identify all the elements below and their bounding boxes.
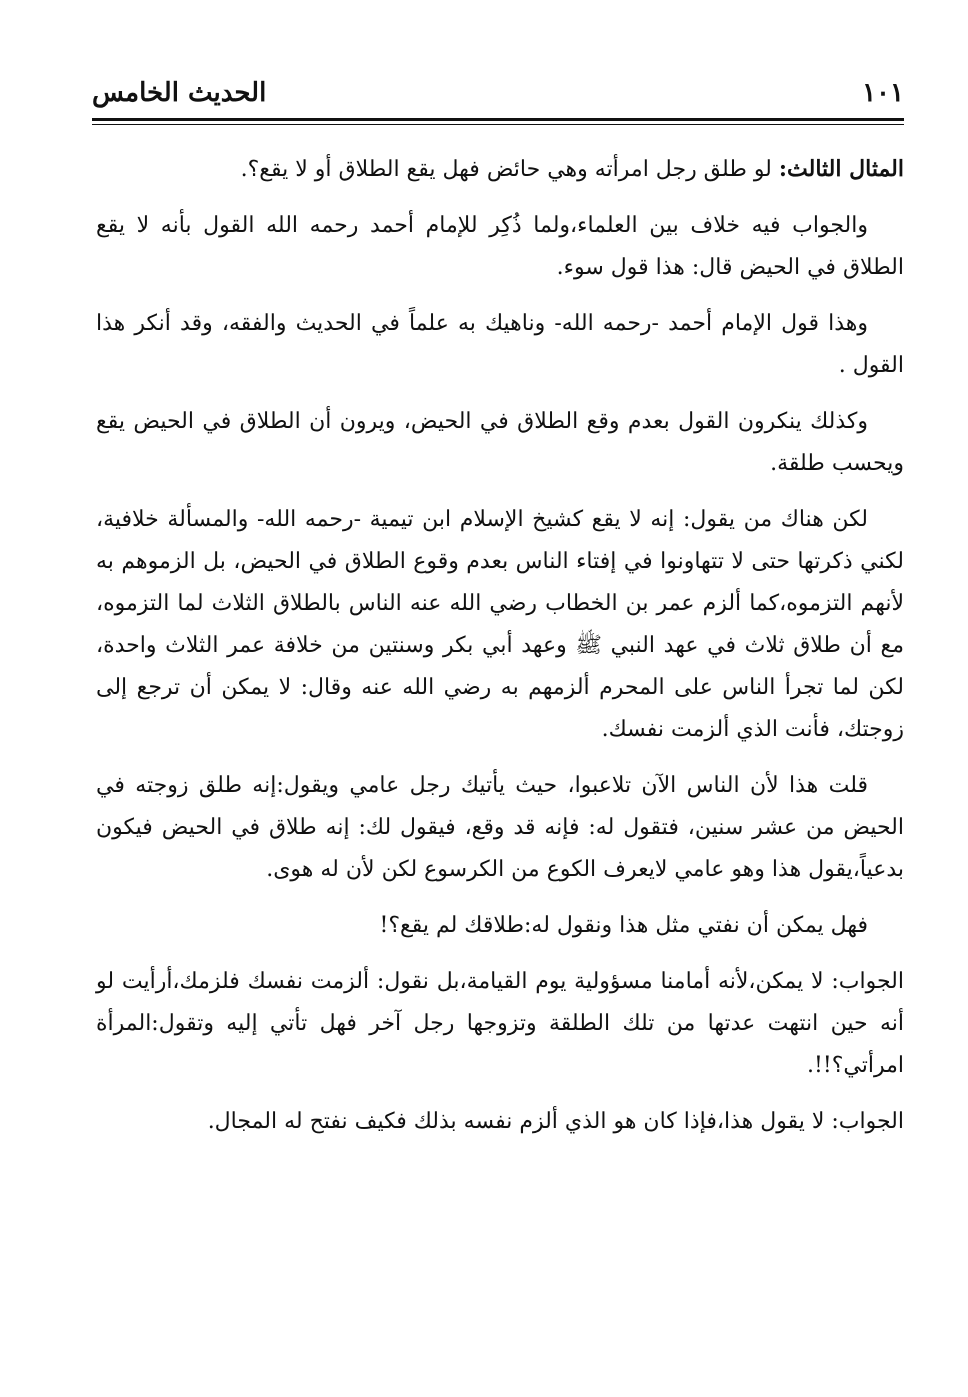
paragraph xyxy=(96,148,904,191)
header-rule-thick xyxy=(92,118,904,121)
paragraph xyxy=(96,499,904,751)
paragraph xyxy=(96,401,904,485)
paragraph-text: والجواب فيه خلاف بين العلماء،ولما ذُكِر للإمام أحمد رحمه الله القول بأنه لا يقع الطلاق في الحيض قال: هذا قول سوء. xyxy=(96,213,904,280)
paragraph-text: قلت هذا لأن الناس الآن تلاعبوا، حيث يأتيك رجل عامي ويقول:إنه طلق زوجته في الحيض من عشر سنين، فتقول له: فإنه قد وقع، فيقول لك: إنه طلاق في الحيض فيكون بدعياً،يقول هذا وهو عامي لايعرف الكوع من الكرسوع لكن لأن له هوى. xyxy=(96,773,904,882)
paragraph xyxy=(96,1101,904,1143)
paragraph-text: وهذا قول الإمام أحمد -رحمه الله- وناهيك به علماً في الحديث والفقه، وقد أنكر هذا القول . xyxy=(96,311,904,378)
body-text xyxy=(96,148,904,1157)
paragraph-text: الجواب: لا يمكن،لأنه أمامنا مسؤولية يوم القيامة،بل نقول: ألزمت نفسك فلزمك،أرأيت لو أنه حين انتهت عدتها من تلك الطلقة وتزوجها رجل آخر فهل تأتي إليه وتقول:المرأة امرأتي؟!!. xyxy=(96,969,904,1078)
paragraph xyxy=(96,905,904,947)
example-label: المثال الثالث: xyxy=(778,156,904,182)
paragraph xyxy=(96,205,904,289)
page-number: ١٠١ xyxy=(862,78,904,108)
paragraph xyxy=(96,303,904,387)
paragraph-text: الجواب: لا يقول هذا،فإذا كان هو الذي ألزم نفسه بذلك فكيف نفتح له المجال. xyxy=(207,1109,904,1134)
running-title: الحديث الخامس xyxy=(92,78,267,108)
paragraph-text: لكن هناك من يقول: إنه لا يقع كشيخ الإسلام ابن تيمية -رحمه الله- والمسألة خلافية، لكني ذكرتها حتى لا تتهاونوا في إفتاء الناس بعدم وقوع الطلاق في الحيض، بل الزموهم به لأنهم التزموه،كما ألزم عمر بن الخطاب رضي الله عنه الناس بالطلاق الثلاث لما التزموه، مع أن طلاق ثلاث في عهد النبي ﷺ وعهد أبي بكر وسنتين من خلافة عمر الثلاث واحدة، لكن لما تجرأ الناس على المحرم ألزمهم به رضي الله عنه وقال: لا يمكن أن ترجع إلى زوجتك، فأنت الذي ألزمت نفسك. xyxy=(96,507,904,742)
paragraph xyxy=(96,765,904,891)
header-rule-thin xyxy=(92,124,904,125)
page-header xyxy=(92,78,904,114)
paragraph-text: فهل يمكن أن نفتي مثل هذا ونقول له:طلاقك لم يقع؟! xyxy=(379,913,868,938)
paragraph-text: وكذلك ينكرون القول بعدم وقع الطلاق في الحيض، ويرون أن الطلاق في الحيض يقع ويحسب طلقة. xyxy=(96,409,904,476)
paragraph-text: لو طلق رجل امرأته وهي حائض فهل يقع الطلاق أو لا يقع؟. xyxy=(240,157,779,182)
paragraph xyxy=(96,961,904,1087)
